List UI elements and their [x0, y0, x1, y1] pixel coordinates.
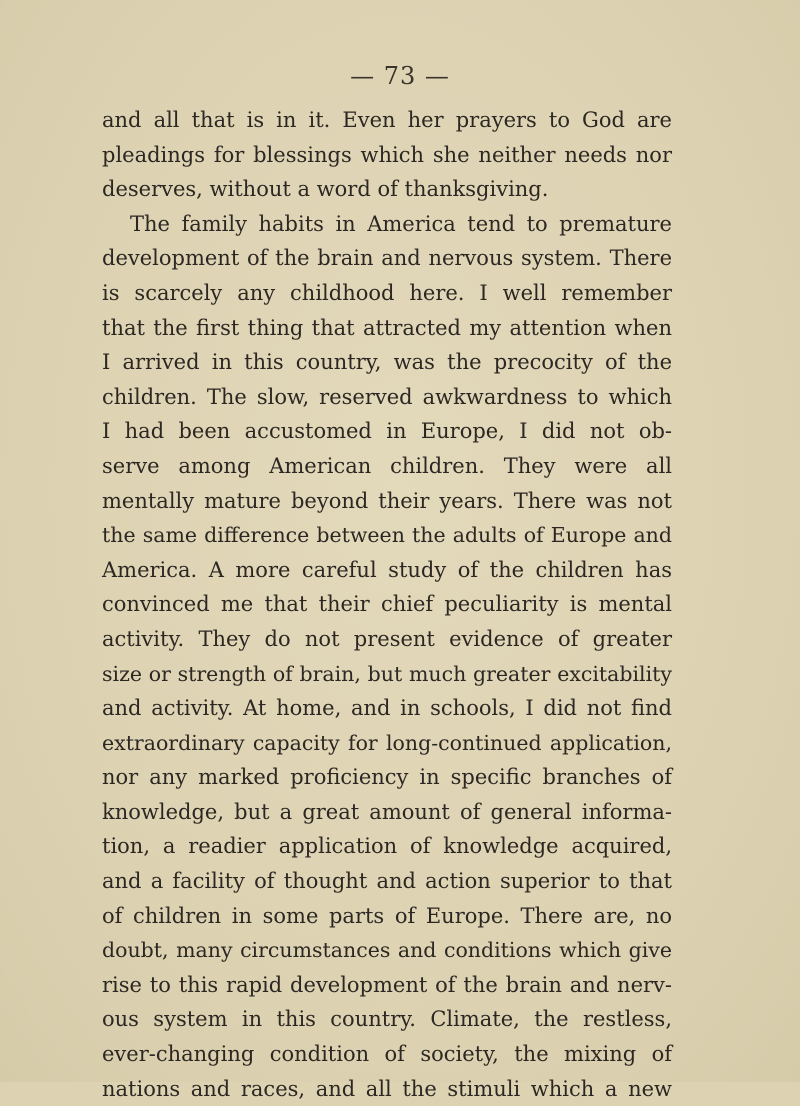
text-line: knowledge, but a great amount of general informa-	[102, 799, 672, 824]
text-line: deserves, without a word of thanksgiving.	[102, 177, 549, 202]
text-line: and all that is in it. Even her prayers to God are	[102, 108, 672, 132]
text-line: tion, a readier application of knowledge acquired,	[102, 834, 672, 859]
text-line: I arrived in this country, was the precocity of the	[102, 350, 672, 375]
text-line: pleadings for blessings which she neither needs nor	[102, 142, 672, 167]
text-line: nations and races, and all the stimuli which a new	[102, 1076, 672, 1101]
text-line: rise to this rapid development of the brain and nerv-	[102, 972, 672, 997]
text-line: convinced me that their chief peculiarity is mental	[102, 592, 672, 617]
text-line: I had been accustomed in Europe, I did not ob-	[102, 419, 672, 444]
text-line: serve among American children. They were all	[102, 453, 672, 478]
text-line: extraordinary capacity for long-continued application,	[102, 730, 672, 755]
paragraph-start-line: The family habits in America tend to premature	[130, 211, 672, 236]
text-line: that the first thing that attracted my attention when	[102, 315, 672, 340]
text-line: nor any marked proficiency in specific branches of	[102, 765, 672, 790]
text-line: size or strength of brain, but much greater excitability	[102, 661, 672, 686]
text-line: mentally mature beyond their years. There was not	[102, 488, 672, 513]
text-line: of children in some parts of Europe. There are, no	[102, 903, 672, 928]
text-line: the same difference between the adults of Europe and	[102, 523, 672, 548]
text-line: and a facility of thought and action superior to that	[102, 869, 672, 894]
text-line: America. A more careful study of the children has	[102, 557, 672, 582]
text-line: development of the brain and nervous system. There	[102, 246, 672, 271]
text-line: and activity. At home, and in schools, I did not find	[102, 696, 672, 721]
page-number: — 73 —	[350, 62, 450, 90]
text-line: doubt, many circumstances and conditions which give	[102, 938, 672, 963]
text-line: is scarcely any childhood here. I well remember	[102, 280, 672, 305]
body-text	[102, 103, 672, 1106]
text-line: ous system in this country. Climate, the restless,	[102, 1007, 672, 1032]
text-line: ever-changing condition of society, the mixing of	[102, 1042, 672, 1067]
text-line: children. The slow, reserved awkwardness to which	[102, 384, 672, 409]
text-line: activity. They do not present evidence of greater	[102, 626, 672, 651]
